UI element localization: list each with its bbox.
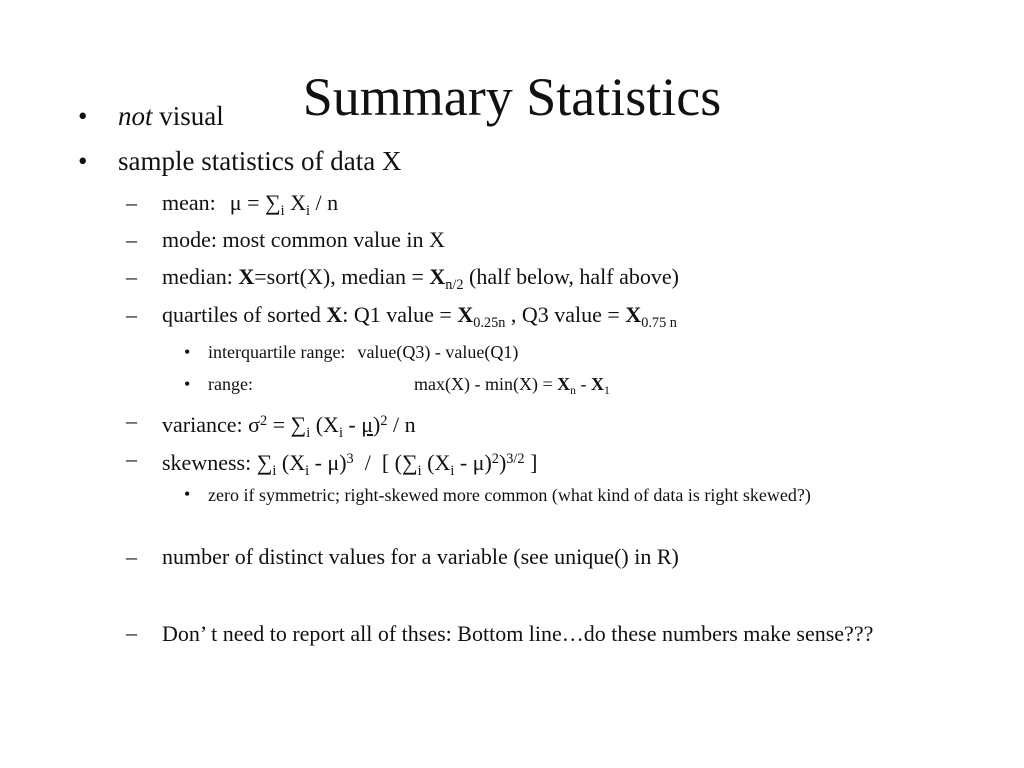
subscript: 0.75 n <box>641 315 677 331</box>
subscript: i <box>306 425 311 442</box>
bullet-dot-icon: • <box>78 146 88 176</box>
sum-symbol: ∑ <box>401 450 418 476</box>
divide: / [ ( <box>353 450 402 476</box>
bold-x: X <box>457 302 474 327</box>
skew-note-text: zero if symmetric; right-skewed more common (what kind of data is right skewed?) <box>208 485 811 505</box>
paren-x: (X <box>421 450 451 476</box>
bullet-dot-icon: • <box>184 342 191 362</box>
bold-x: X <box>557 374 571 394</box>
superscript: 2 <box>491 451 499 467</box>
dash-icon: – <box>126 446 137 471</box>
skewness-label: skewness: <box>162 450 257 476</box>
bullet-dot-icon: • <box>184 484 191 504</box>
dash-icon: – <box>126 408 137 433</box>
x-var: X <box>284 190 307 215</box>
paren-close: ) <box>484 450 492 476</box>
superscript: 2 <box>259 413 268 429</box>
dash-icon: – <box>126 190 137 215</box>
minus: - <box>454 450 473 476</box>
bold-x: X <box>238 264 255 289</box>
subscript: n <box>570 384 576 398</box>
sum-symbol: ∑ <box>256 450 273 476</box>
subscript: i <box>306 203 311 219</box>
equals: = <box>241 190 265 215</box>
mu-symbol: μ <box>327 450 340 476</box>
minus: - <box>575 374 591 394</box>
paren-close: ) <box>498 450 507 476</box>
quartiles-label: quartiles of sorted <box>162 302 327 327</box>
bold-x: X <box>590 374 604 394</box>
dash-icon: – <box>126 227 137 252</box>
dash-icon: – <box>126 302 137 327</box>
equals: = <box>267 412 291 438</box>
mu-symbol: μ <box>472 450 485 476</box>
q3-text: , Q3 value = <box>505 302 626 327</box>
superscript: 3/2 <box>506 451 525 467</box>
median-label: median: <box>162 264 239 289</box>
minus: - <box>309 450 328 476</box>
minus: - <box>342 412 362 438</box>
italic-not: not <box>118 101 153 131</box>
range-value: max(X) - min(X) = <box>414 374 558 394</box>
median-mid: =sort(X), median = <box>254 264 430 289</box>
subscript: i <box>305 463 310 480</box>
range-label: range: <box>208 374 253 394</box>
sum-symbol: ∑ <box>290 412 307 438</box>
subscript: n/2 <box>445 277 464 293</box>
bullet-text: visual <box>152 101 224 131</box>
paren-close: ) <box>339 450 347 476</box>
mean-label: mean: <box>162 190 216 215</box>
bullet-text: sample statistics of data X <box>118 146 402 176</box>
paren-x: (X <box>276 450 306 476</box>
mean-rest: / n <box>310 190 339 215</box>
bullet-dot-icon: • <box>184 374 191 394</box>
superscript: 2 <box>380 413 388 429</box>
superscript: 3 <box>346 451 354 467</box>
bold-x: X <box>429 264 446 289</box>
subscript: i <box>417 463 422 480</box>
bold-x: X <box>625 302 642 327</box>
bracket-close: ] <box>524 450 538 476</box>
median-rest: (half below, half above) <box>463 264 679 289</box>
bold-x: X <box>326 302 343 327</box>
dash-icon: – <box>126 264 137 289</box>
distinct-text: number of distinct values for a variable (see unique() in R) <box>162 544 679 569</box>
dont-text: Don’ t need to report all of thses: Bottom line…do these numbers make sense??? <box>162 621 874 646</box>
q1-text: : Q1 value = <box>342 302 458 327</box>
mu-symbol: μ <box>229 190 242 215</box>
sigma-symbol: ∑ <box>264 190 281 215</box>
dash-icon: – <box>126 544 137 569</box>
iqr-value: value(Q3) - value(Q1) <box>357 342 519 362</box>
subscript: i <box>338 425 343 442</box>
paren-close: ) <box>373 412 381 438</box>
subscript: i <box>272 463 277 480</box>
variance-rest: / n <box>387 412 416 438</box>
dash-icon: – <box>126 620 137 645</box>
mode-text: mode: most common value in X <box>162 227 445 252</box>
iqr-label: interquartile range: <box>208 342 346 362</box>
mu-symbol: μ <box>361 412 374 438</box>
subscript: 0.25n <box>473 315 506 331</box>
subscript: i <box>280 203 285 219</box>
subscript: 1 <box>603 384 610 398</box>
slide-title: Summary Statistics <box>302 67 722 127</box>
subscript: i <box>450 463 455 480</box>
variance-label: variance: <box>162 412 249 438</box>
paren-x: (X <box>310 412 339 438</box>
bullet-dot-icon: • <box>78 101 88 131</box>
sigma-lower-symbol: σ <box>248 412 260 438</box>
